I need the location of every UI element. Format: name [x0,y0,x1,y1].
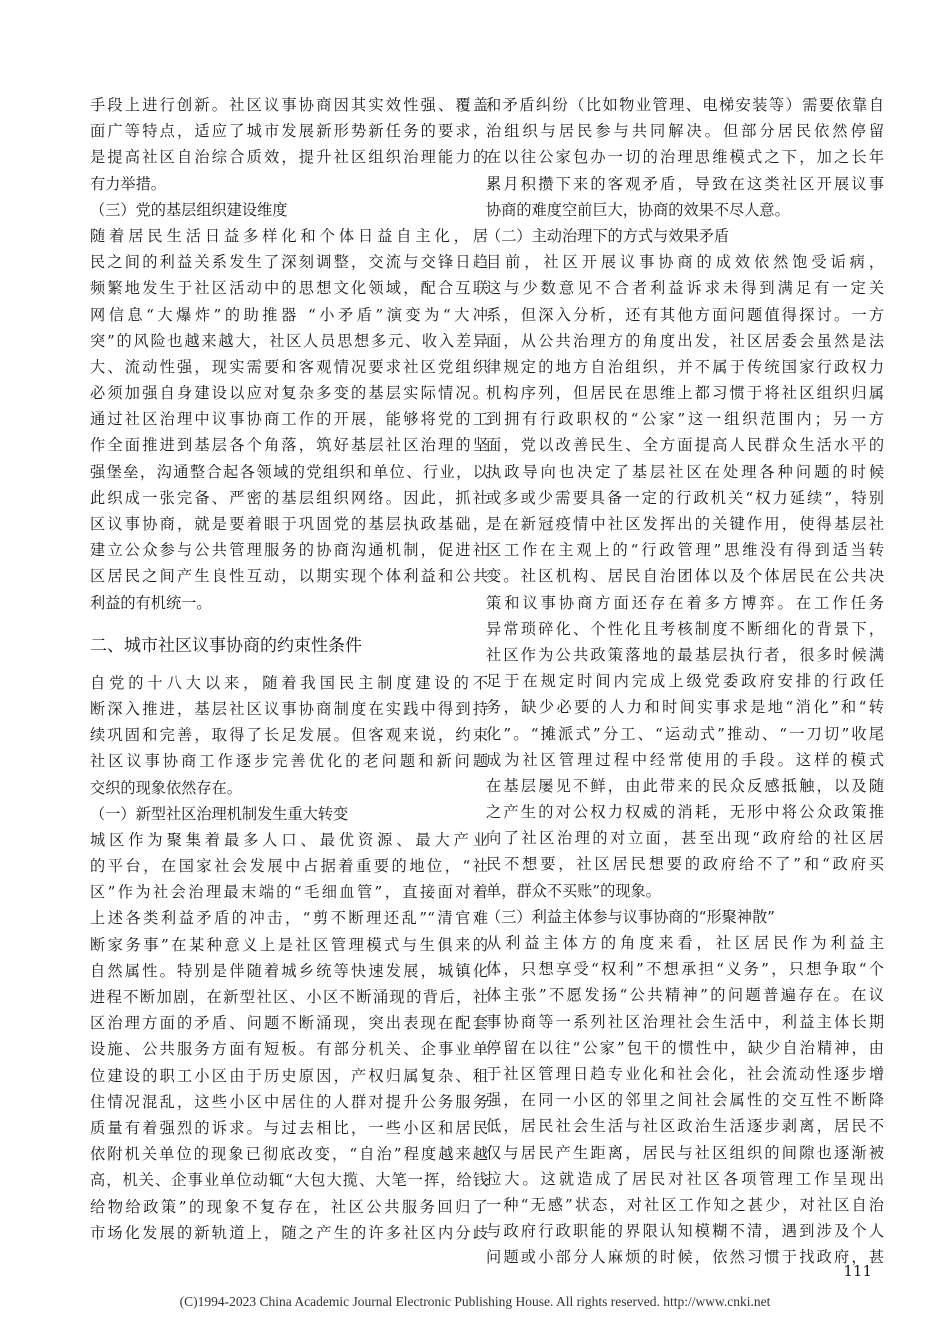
copyright-footer: (C)1994-2023 China Academic Journal Electronic Publishing House. All rights reserved. http://www.cnki.net [179,1294,771,1309]
text-line: 体主张”不愿发扬“公共精神”的问题普遍存在。在议 [486,986,884,1005]
text-line: 有力举措。 [90,174,166,193]
text-line: 到拥有行政职权的“公家”这一组织范围内；另一方 [486,410,884,429]
text-line: 自党的十八大以来，随着我国民主制度建设的不 [90,673,488,692]
text-line: 律规定的地方自治组织，并不属于传统国家行政权力 [486,357,884,376]
text-line: 面，党以改善民生、全方面提高人民群众生活水平的 [486,436,884,455]
text-line: 续巩固和完善，取得了长足发展。但客观来说，约束 [90,726,488,745]
text-line: 必须加强自身建设以应对复杂多变的基层实际情况。 [90,384,488,403]
text-line: 手段上进行创新。社区议事协商因其实效性强、覆盖 [90,96,488,114]
text-line: 停留在以往“公家”包干的惯性中，缺少自治精神，由 [486,1038,884,1057]
text-line: 位建设的职工小区由于历史原因，产权归属复杂、租 [90,1066,488,1085]
section-heading: 二、城市社区议事协商的约束性条件 [90,635,362,656]
text-line: 低，居民社会生活与社区政治生活逐步剥离，居民不 [486,1117,884,1136]
text-line: 区工作在主观上的“行政管理”思维没有得到适当转 [486,541,884,560]
text-line: 建立公众参与公共管理服务的协商沟通机制，促进社 [90,541,488,560]
text-line: 随着居民生活日益多样化和个体日益自主化，居 [90,226,488,245]
text-line: 异常琐碎化、个性化且考核制度不断细化的背景下， [486,619,884,638]
text-line: 一种“无感”状态，对社区工作知之甚少，对社区自治 [486,1195,884,1214]
text-line: （一）新型社区治理机制发生重大转变 [90,804,349,823]
text-line: 市场化发展的新轨道上，随之产生的许多社区内分歧 [90,1223,488,1242]
text-line: 协商的难度空前巨大，协商的效果不尽人意。 [486,200,790,219]
text-line: 事协商等一系列社区治理社会生活中，利益主体长期 [486,1012,884,1031]
text-line: 和矛盾纠纷（比如物业管理、电梯安装等）需要依靠自 [486,96,884,114]
text-line: 作全面推进到基层各个角落，筑好基层社区治理的坚 [90,436,488,455]
text-line: 强堡垒，沟通整合起各领域的党组织和单位、行业，以 [90,462,488,481]
text-line: 此织成一张完备、严密的基层组织网络。因此，抓社 [90,488,488,507]
text-line: 单，群众不买账”的现象。 [486,881,661,900]
text-line: 设施、公共服务方面有短板。有部分机关、企事业单 [90,1040,488,1059]
page-number: 111 [843,1262,872,1280]
text-line: （二）主动治理下的方式与效果矛盾 [486,226,729,245]
text-line: 从利益主体方的角度来看，社区居民作为利益主 [486,934,884,952]
text-line: 民之间的利益关系发生了深刻调整，交流与交锋日趋 [90,253,488,272]
text-line: 通过社区治理中议事协商工作的开展，能够将党的工 [90,410,488,429]
text-line: 社区作为公共政策落地的最基层执行者，很多时候满 [486,645,884,664]
text-line: 面，从公共治理方的角度出发，社区居委会虽然是法 [486,331,884,350]
text-line: 之产生的对公权力权威的消耗，无形中将公众政策推 [486,803,884,822]
text-line: 是提高社区自治综合质效，提升社区组织治理能力的 [90,148,488,167]
text-line: 区”作为社会治理最末端的“毛细血管”，直接面对着 [90,883,488,902]
text-line: 于社区管理日趋专业化和社会化，社会流动性逐步增 [486,1064,884,1083]
text-line: 系，但深入分析，还有其他方面问题值得探讨。一方 [486,305,884,324]
text-line: 拉大。这就造成了居民对社区各项管理工作呈现出 [486,1169,884,1188]
text-line: 断深入推进，基层社区议事协商制度在实践中得到持 [90,699,488,718]
text-line: 进程不断加剧，在新型社区、小区不断涌现的背后，社 [90,988,488,1006]
text-line: 体，只想享受“权利”不想承担“义务”，只想争取“个 [486,960,884,979]
text-line: 执政导向也决定了基层社区在处理各种问题的时候 [486,462,884,481]
text-line: 区议事协商，就是要着眼于巩固党的基层执政基础， [90,515,488,533]
text-line: 上述各类利益矛盾的冲击，“剪不断理还乱”“清官难 [90,909,488,928]
text-line: 在以往公家包办一切的治理思维模式之下，加之长年 [486,148,884,167]
left-column [90,92,488,1246]
text-line: 面广等特点，适应了城市发展新形势新任务的要求， [90,122,488,141]
text-line: 网信息“大爆炸”的助推器 “小矛盾”演变为“大冲 [90,305,488,324]
text-line: 或多或少需要具备一定的行政机关“权力延续”，特别 [486,488,884,507]
text-line: 城区作为聚集着最多人口、最优资源、最大产业 [90,830,488,849]
text-line: 变。社区机构、居民自治团体以及个体居民在公共决 [486,567,884,586]
text-line: 是在新冠疫情中社区发挥出的关键作用，使得基层社 [486,515,884,533]
text-line: 社区议事协商工作逐步完善优化的老问题和新问题 [90,752,488,771]
text-line: 断家务事”在某种意义上是社区管理模式与生俱来的 [90,935,488,954]
text-line: 足于在规定时间内完成上级党委政府安排的行政任 [486,672,884,691]
text-line: （三）党的基层组织建设维度 [90,200,288,219]
text-line: 大、流动性强，现实需要和客观情况要求社区党组织 [90,357,488,376]
text-line: 民不想要，社区居民想要的政府给不了”和“政府买 [486,855,884,874]
text-line: 区居民之间产生良性互动，以期实现个体利益和公共 [90,567,488,586]
text-line: 务，缺少必要的人力和时间实事求是地“消化”和“转 [486,698,884,717]
text-line: 向了社区治理的对立面，甚至出现“政府给的社区居 [486,829,884,848]
text-line: 累月积攒下来的客观矛盾，导致在这类社区开展议事 [486,174,884,193]
text-line: 机构序列，但居民在思维上都习惯于将社区组织归属 [486,384,884,403]
text-line: 与政府行政职能的界限认知模糊不清，遇到涉及个人 [486,1222,884,1241]
text-line: 在基层屡见不鲜，由此带来的民众反感抵触，以及随 [486,776,884,795]
text-line: （三）利益主体参与议事协商的“形聚神散” [486,907,775,926]
text-line: 频繁地发生于社区活动中的思想文化领域，配合互联 [90,279,488,298]
text-line: 这与少数意见不合者利益诉求未得到满足有一定关 [486,279,884,298]
text-line: 化”。“摊派式”分工、“运动式”推动、“一刀切”收尾 [486,724,884,743]
text-line: 质量有着强烈的诉求。与过去相比，一些小区和居民 [90,1118,488,1137]
text-line: 自然属性。特别是伴随着城乡统等快速发展，城镇化 [90,961,488,980]
text-line: 区治理方面的矛盾、问题不断涌现，突出表现在配套 [90,1014,488,1033]
text-line: 依附机关单位的现象已彻底改变，“自治”程度越来越 [90,1145,488,1164]
text-line: 利益的有机统一。 [90,593,212,612]
text-line: 给物给政策”的现象不复存在，社区公共服务回归了 [90,1197,488,1216]
text-line: 高，机关、企事业单位动辄“大包大揽、大笔一挥，给钱 [90,1171,488,1190]
text-line: 成为社区管理过程中经常使用的手段。这样的模式 [486,750,884,769]
text-line: 治组织与居民参与共同解决。但部分居民依然停留 [486,122,884,141]
text-line: 策和议事协商方面还存在着多方博弈。在工作任务 [486,593,884,612]
text-line: 问题或小部分人麻烦的时候，依然习惯于找政府，甚 [486,1248,884,1267]
right-column [486,92,884,1270]
text-line: 突”的风险也越来越大，社区人员思想多元、收入差异 [90,331,488,350]
text-line: 目前，社区开展议事协商的成效依然饱受诟病， [486,253,884,272]
text-line: 的平台，在国家社会发展中占据着重要的地位，“社 [90,857,488,876]
text-line: 仅与居民产生距离，居民与社区组织的间隙也逐渐被 [486,1143,884,1162]
text-line: 交织的现象依然存在。 [90,778,242,797]
text-line: 强，在同一小区的邻里之间社会属性的交互性不断降 [486,1091,884,1110]
text-line: 住情况混乱，这些小区中居住的人群对提升公务服务 [90,1092,488,1111]
